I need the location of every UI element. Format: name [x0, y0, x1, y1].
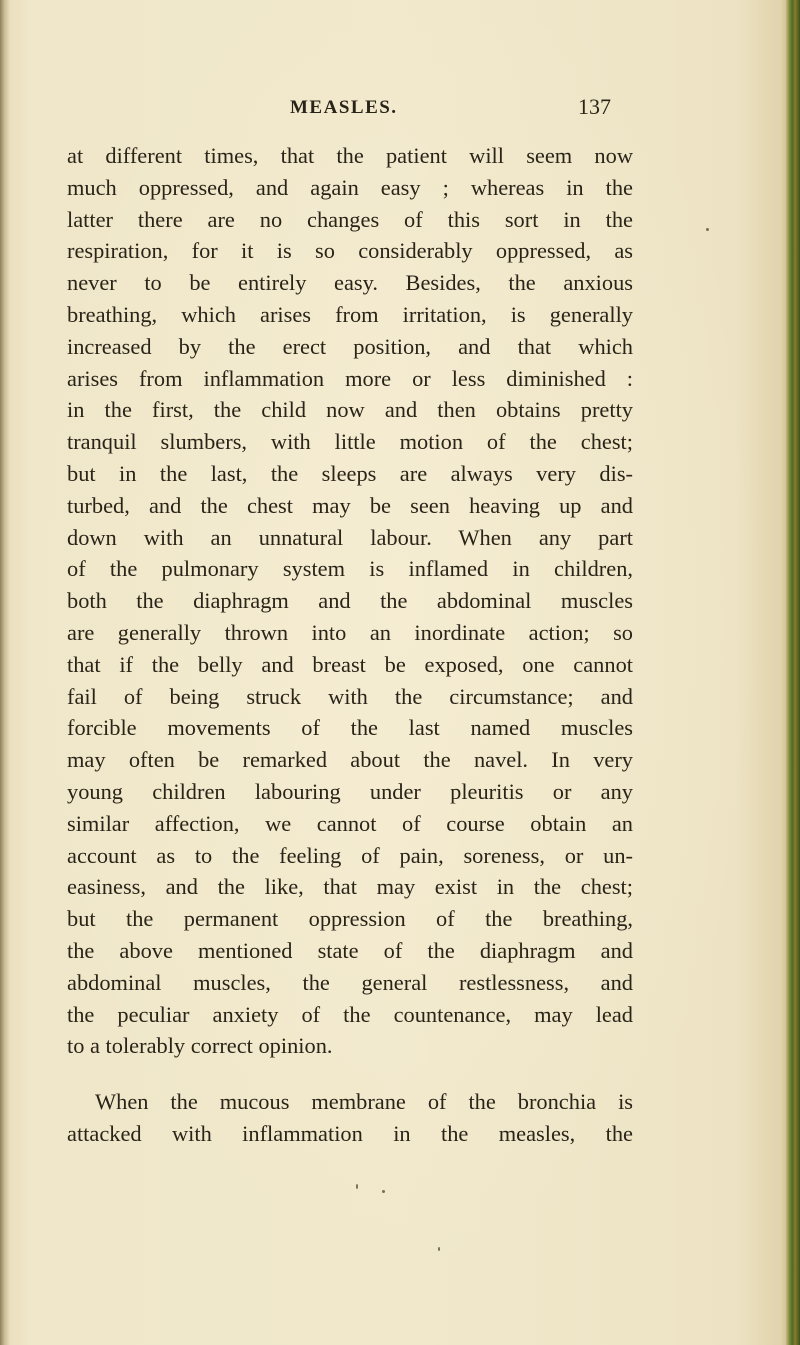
text-line: turbed, and the chest may be seen heaving up and	[67, 492, 633, 518]
page-number: 137	[578, 94, 611, 119]
running-head	[0, 94, 800, 127]
paper-speck	[706, 228, 709, 231]
text-line: that if the belly and breast be exposed, one cannot	[67, 651, 633, 677]
text-line: account as to the feeling of pain, soreness, or un-	[67, 842, 633, 868]
running-head-title: MEASLES.	[290, 97, 398, 118]
text-line: are generally thrown into an inordinate action; so	[67, 619, 633, 645]
text-line: latter there are no changes of this sort in the	[67, 206, 633, 232]
text-line: respiration, for it is so considerably oppressed, as	[67, 238, 633, 264]
text-line: When the mucous membrane of the bronchia is	[95, 1089, 633, 1115]
text-line: tranquil slumbers, with little motion of the chest;	[67, 429, 633, 455]
text-line: of the pulmonary system is inflamed in children,	[67, 556, 633, 582]
paper-speck	[356, 1184, 358, 1189]
text-line: but the permanent oppression of the breathing,	[67, 906, 633, 932]
paragraph-gap	[67, 1062, 633, 1086]
text-line: young children labouring under pleuritis or any	[67, 778, 633, 804]
text-line: abdominal muscles, the general restlessness, and	[67, 969, 633, 995]
text-line: never to be entirely easy. Besides, the anxious	[67, 270, 633, 296]
text-line: easiness, and the like, that may exist in the chest;	[67, 874, 633, 900]
paper-speck	[382, 1190, 385, 1193]
text-line: the above mentioned state of the diaphragm and	[67, 937, 633, 963]
text-line: forcible movements of the last named muscles	[67, 715, 633, 741]
text-line: may often be remarked about the navel. In very	[67, 747, 633, 773]
text-line: down with an unnatural labour. When any part	[67, 524, 633, 550]
text-line: fail of being struck with the circumstance; and	[67, 683, 633, 709]
text-line: both the diaphragm and the abdominal muscles	[67, 588, 633, 614]
text-line: to a tolerably correct opinion.	[67, 1033, 333, 1059]
book-binding-edge	[786, 0, 800, 1345]
body-text	[67, 140, 633, 1150]
text-line: breathing, which arises from irritation, is generally	[67, 301, 633, 327]
text-line: similar affection, we cannot of course obtain an	[67, 810, 633, 836]
text-line: arises from inflammation more or less diminished :	[67, 365, 633, 391]
paper-speck	[438, 1247, 440, 1251]
gutter-shadow	[0, 0, 10, 1345]
paragraph-2	[67, 1086, 633, 1150]
text-line: in the first, the child now and then obtains pretty	[67, 397, 633, 423]
paragraph-1	[67, 140, 633, 1062]
text-line: at different times, that the patient will seem now	[67, 143, 633, 168]
text-line: attacked with inflammation in the measles, the	[67, 1120, 633, 1146]
text-line: much oppressed, and again easy ; whereas in the	[67, 174, 633, 200]
text-line: but in the last, the sleeps are always very dis-	[67, 460, 633, 486]
text-line: the peculiar anxiety of the countenance, may lead	[67, 1001, 633, 1027]
text-line: increased by the erect position, and that which	[67, 333, 633, 359]
